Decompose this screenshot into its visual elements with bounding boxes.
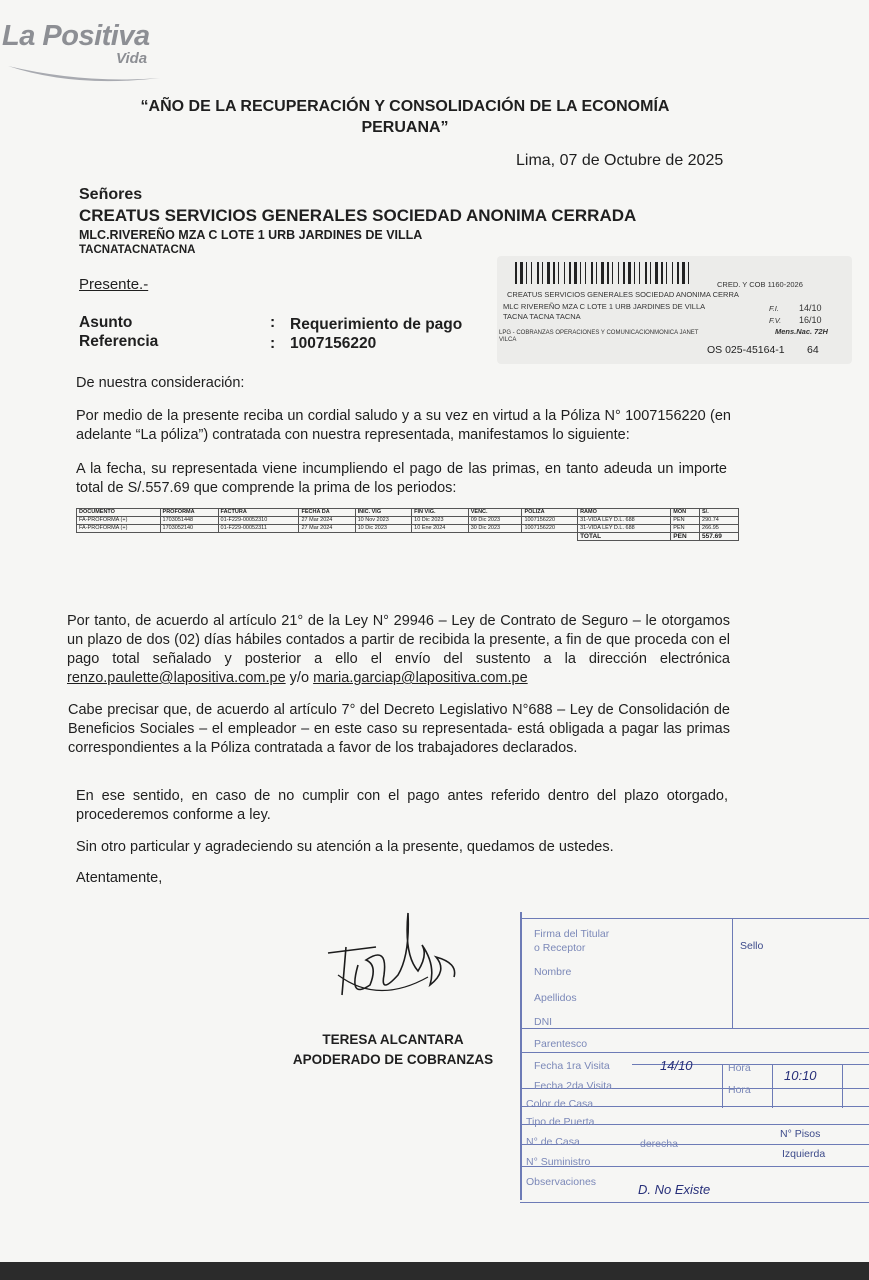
letter-date: Lima, 07 de Octubre de 2025 [516, 152, 724, 169]
table-cell: 10 Dic 2023 [355, 525, 412, 533]
form-pisos-label: N° Pisos [780, 1128, 821, 1140]
table-cell: 1007156220 [522, 525, 578, 533]
referencia-colon: : [270, 335, 276, 352]
stamp-address-2: TACNA TACNA TACNA [503, 312, 581, 321]
form-sello-label: Sello [740, 940, 764, 952]
table-header: INIC. VIG [355, 509, 412, 517]
table-row [77, 517, 739, 525]
stamp-fi-label: F.I. [769, 304, 779, 313]
asunto-value: Requerimiento de pago [290, 316, 463, 333]
form-obs-label: Observaciones [526, 1176, 597, 1188]
table-header: S/. [700, 509, 739, 517]
form-suministro-label: N° Suministro [526, 1156, 591, 1168]
table-header: DOCUMENTO [77, 509, 161, 517]
form-hora-value: 10:10 [784, 1068, 817, 1083]
paragraph-3-text: Por tanto, de acuerdo al artículo 21° de la Ley N° 29946 – Ley de Contrato de Seguro – le otorgamos un plazo de dos (02) días hábiles contados a partir de recibida la presente, a fin de que proceda con el pago total señalado y posterior a ello el envío del sustento a la dirección electrónica [67, 613, 730, 667]
form-hora-label: Hora [728, 1062, 751, 1074]
receipt-form-stamp [512, 912, 869, 1212]
table-header: RAMO [578, 509, 671, 517]
table-cell: PEN [671, 525, 700, 533]
company-logo-sub: Vida [116, 50, 148, 67]
table-cell: 01-F229-00052310 [218, 517, 299, 525]
paragraph-4: Cabe precisar que, de acuerdo al artículo 7° del Decreto Legislativo N°688 – Ley de Consolidación de Beneficios Sociales – el empleador – en este caso su representada- está obligada a pagar las primas correspondientes a la Póliza contratada a favor de los trabajadores declarados. [68, 702, 730, 756]
signatory-name: TERESA ALCANTARA [322, 1032, 464, 1047]
total-label: TOTAL [578, 533, 671, 541]
stamp-fv-label: F.V. [769, 316, 782, 325]
form-firma-label: Firma del Titular [534, 928, 610, 940]
presente-label: Presente.- [79, 276, 149, 293]
signatory-block [290, 1030, 496, 1070]
form-fecha1-label: Fecha 1ra Visita [534, 1060, 610, 1072]
form-nrocasa-label: N° de Casa [526, 1136, 580, 1148]
table-header: MON [671, 509, 700, 517]
form-fecha2-label: Fecha 2da Visita [534, 1080, 613, 1092]
form-obs-value: D. No Existe [638, 1182, 711, 1197]
table-total-row [77, 533, 739, 541]
table-cell: 266.95 [700, 525, 739, 533]
referencia-value: 1007156220 [290, 335, 377, 352]
form-color-label: Color de Casa [526, 1098, 594, 1110]
total-currency: PEN [671, 533, 700, 541]
table-cell: 01-F229-00052311 [218, 525, 299, 533]
greeting: De nuestra consideración: [76, 375, 245, 391]
email-link-2[interactable]: maria.garciap@lapositiva.com.pe [313, 670, 528, 686]
table-cell: 09 Dic 2023 [468, 517, 522, 525]
table-cell: 10 Ene 2024 [412, 525, 469, 533]
table-cell: 290.74 [700, 517, 739, 525]
mail-label-stamp [497, 256, 852, 364]
paragraph-5: En ese sentido, en caso de no cumplir con el pago antes referido dentro del plazo otorgado, procederemos conforme a ley. [76, 788, 728, 823]
handwritten-signature-icon [318, 905, 468, 1005]
form-derecha-label: derecha [640, 1138, 678, 1150]
table-cell: 27 Mar 2024 [299, 517, 355, 525]
table-cell: 31-VIDA LEY D.L. 688 [578, 517, 671, 525]
table-cell: 31-VIDA LEY D.L. 688 [578, 525, 671, 533]
form-hora2-label: Hora [728, 1084, 751, 1096]
table-header: FIN VIG. [412, 509, 469, 517]
stamp-company: CREATUS SERVICIOS GENERALES SOCIEDAD ANONIMA CERRA [507, 290, 739, 299]
referencia-label: Referencia [79, 333, 159, 350]
table-cell: 10 Nov 2023 [355, 517, 412, 525]
form-puerta-label: Tipo de Puerta [526, 1116, 595, 1128]
stamp-address-1: MLC RIVEREÑO MZA C LOTE 1 URB JARDINES DE VILLA [503, 302, 706, 311]
table-row [77, 525, 739, 533]
premium-periods-table [76, 508, 739, 541]
stamp-cred: CRED. Y COB 1160-2026 [717, 280, 803, 289]
salutation: Señores [79, 186, 143, 203]
asunto-label: Asunto [79, 314, 133, 331]
company-logo-name: La Positiva [2, 20, 150, 52]
stamp-os: OS 025-45164-1 [707, 344, 785, 356]
table-cell: FA-PROFORMA (+) [77, 525, 161, 533]
scan-bottom-edge [0, 1262, 869, 1280]
table-cell: PEN [671, 517, 700, 525]
paragraph-3 [67, 612, 730, 688]
stamp-fi-value: 14/10 [799, 303, 822, 313]
table-header: POLIZA [522, 509, 578, 517]
form-izquierda-label: Izquierda [782, 1148, 826, 1160]
table-header: PROFORMA [160, 509, 218, 517]
table-cell: 1703051448 [160, 517, 218, 525]
form-receptor-label: o Receptor [534, 942, 586, 954]
table-cell: 1007156220 [522, 517, 578, 525]
form-fecha1-value: 14/10 [660, 1058, 693, 1073]
stamp-os-num: 64 [807, 344, 819, 356]
year-heading: “AÑO DE LA RECUPERACIÓN Y CONSOLIDACIÓN DE LA ECONOMÍA PERUANA” [140, 98, 670, 136]
signatory-title: APODERADO DE COBRANZAS [292, 1052, 494, 1067]
email-link-1[interactable]: renzo.paulette@lapositiva.com.pe [67, 670, 286, 686]
stamp-mens: Mens.Nac. 72H [775, 327, 828, 336]
table-header: FECHA DA [299, 509, 355, 517]
form-apellidos-label: Apellidos [534, 992, 577, 1004]
paragraph-2: A la fecha, su representada viene incumpliendo el pago de las primas, en tanto adeuda un importe total de S/.557.69 que comprende la prima de los periodos: [76, 461, 727, 496]
table-cell: 27 Mar 2024 [299, 525, 355, 533]
stamp-fv-value: 16/10 [799, 315, 822, 325]
form-nombre-label: Nombre [534, 966, 572, 978]
table-cell: 10 Dic 2023 [412, 517, 469, 525]
table-header-row [77, 509, 739, 517]
barcode-icon [515, 262, 695, 284]
total-value: 557.69 [700, 533, 739, 541]
stamp-dept-2: VILCA [499, 337, 517, 343]
stamp-dept: LPG - COBRANZAS OPERACIONES Y COMUNICACIONMONICA JANET [499, 330, 699, 336]
table-header: FACTURA [218, 509, 299, 517]
logo-swoosh-icon [4, 58, 164, 88]
table-header: VENC. [468, 509, 522, 517]
paragraph-1: Por medio de la presente reciba un cordial saludo y a su vez en virtud a la Póliza N° 1007156220 (en adelante “La póliza”) contratada con nuestra representada, manifestamos lo siguiente: [76, 408, 731, 443]
email-separator: y/o [285, 670, 314, 686]
recipient-address-1: MLC.RIVEREÑO MZA C LOTE 1 URB JARDINES DE VILLA [79, 228, 423, 242]
asunto-colon: : [270, 314, 276, 331]
paragraph-6: Sin otro particular y agradeciendo su atención a la presente, quedamos de ustedes. [76, 839, 614, 855]
closing: Atentamente, [76, 870, 163, 886]
form-parentesco-label: Parentesco [534, 1038, 588, 1050]
table-cell: FA-PROFORMA (+) [77, 517, 161, 525]
table-cell: 30 Dic 2023 [468, 525, 522, 533]
recipient-address-2: TACNATACNATACNA [79, 244, 196, 256]
recipient-company: CREATUS SERVICIOS GENERALES SOCIEDAD ANONIMA CERRADA [79, 206, 637, 225]
table-cell: 1703052140 [160, 525, 218, 533]
form-dni-label: DNI [534, 1016, 553, 1028]
